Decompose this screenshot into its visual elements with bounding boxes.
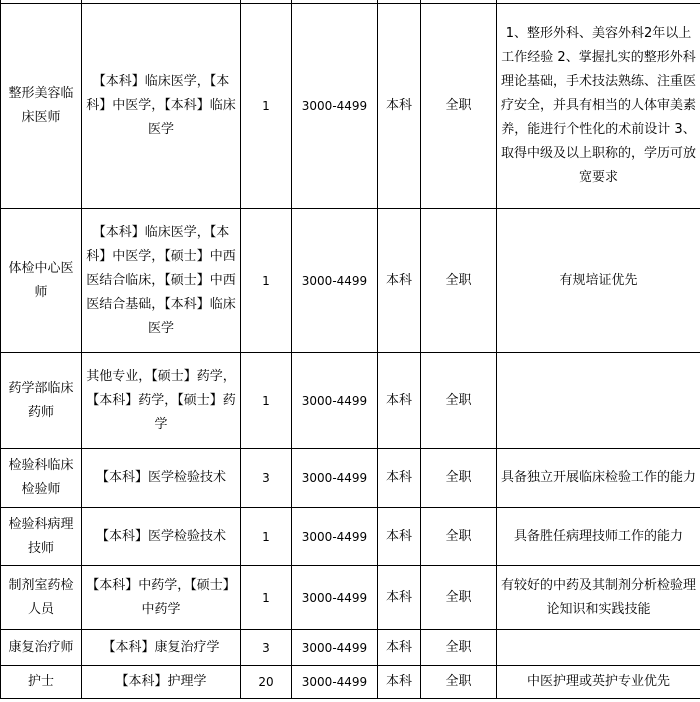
cell-position: 康复治疗师 xyxy=(1,630,82,666)
cell-count: 3 xyxy=(241,630,292,666)
cell-position: 检验科病理技师 xyxy=(1,508,82,566)
cell-salary: 3000-4499 xyxy=(292,666,378,699)
cell-education: 本科 xyxy=(378,508,421,566)
table-row xyxy=(1,508,700,566)
cell-major: 【本科】临床医学，【本科】中医学，【硕士】中西医结合临床，【硕士】中西医结合基础，【本科】临床医学 xyxy=(82,209,241,353)
cell-position: 体检中心医师 xyxy=(1,209,82,353)
cell-salary: 3000-4499 xyxy=(292,4,378,209)
cell-requirements: 有规培证优先 xyxy=(497,209,700,353)
cell-type: 全职 xyxy=(421,4,497,209)
cell-type: 全职 xyxy=(421,666,497,699)
table-row xyxy=(1,630,700,666)
cell-position: 药学部临床药师 xyxy=(1,353,82,449)
cell-education: 本科 xyxy=(378,209,421,353)
cell-count: 1 xyxy=(241,508,292,566)
cell-education: 本科 xyxy=(378,566,421,630)
cell-requirements: 具备独立开展临床检验工作的能力 xyxy=(497,449,700,508)
cell-count: 1 xyxy=(241,566,292,630)
cell-education: 本科 xyxy=(378,4,421,209)
cell-education: 本科 xyxy=(378,353,421,449)
cell-major: 其他专业，【硕士】药学，【本科】药学，【硕士】药学 xyxy=(82,353,241,449)
cell-requirements xyxy=(497,630,700,666)
cell-requirements: 有较好的中药及其制剂分析检验理论知识和实践技能 xyxy=(497,566,700,630)
cell-major: 【本科】医学检验技术 xyxy=(82,449,241,508)
cell-education: 本科 xyxy=(378,630,421,666)
cell-count: 1 xyxy=(241,353,292,449)
cell-count: 20 xyxy=(241,666,292,699)
cell-count: 1 xyxy=(241,209,292,353)
cell-type: 全职 xyxy=(421,209,497,353)
cell-salary: 3000-4499 xyxy=(292,630,378,666)
cell-count: 1 xyxy=(241,4,292,209)
cell-position: 整形美容临床医师 xyxy=(1,4,82,209)
cell-position: 制剂室药检人员 xyxy=(1,566,82,630)
table-row xyxy=(1,4,700,209)
cell-requirements: 中医护理或英护专业优先 xyxy=(497,666,700,699)
table-row xyxy=(1,353,700,449)
cell-salary: 3000-4499 xyxy=(292,566,378,630)
cell-type: 全职 xyxy=(421,630,497,666)
cell-requirements xyxy=(497,353,700,449)
cell-major: 【本科】临床医学，【本科】中医学，【本科】临床医学 xyxy=(82,4,241,209)
table-row xyxy=(1,209,700,353)
cell-type: 全职 xyxy=(421,449,497,508)
cell-major: 【本科】护理学 xyxy=(82,666,241,699)
cell-major: 【本科】医学检验技术 xyxy=(82,508,241,566)
table-row xyxy=(1,449,700,508)
table-row xyxy=(1,566,700,630)
cell-education: 本科 xyxy=(378,666,421,699)
cell-position: 检验科临床检验师 xyxy=(1,449,82,508)
cell-requirements: 具备胜任病理技师工作的能力 xyxy=(497,508,700,566)
cell-salary: 3000-4499 xyxy=(292,209,378,353)
cell-salary: 3000-4499 xyxy=(292,449,378,508)
cell-major: 【本科】中药学，【硕士】中药学 xyxy=(82,566,241,630)
cell-salary: 3000-4499 xyxy=(292,353,378,449)
cell-position: 护士 xyxy=(1,666,82,699)
cell-education: 本科 xyxy=(378,449,421,508)
cell-requirements: 1、整形外科、美容外科2年以上工作经验 2、掌握扎实的整形外科理论基础，手术技法熟练、注重医疗安全，并具有相当的人体审美素养，能进行个性化的术前设计 3、取得中级及以上职称的，学历可放宽要求 xyxy=(497,4,700,209)
cell-count: 3 xyxy=(241,449,292,508)
cell-salary: 3000-4499 xyxy=(292,508,378,566)
cell-major: 【本科】康复治疗学 xyxy=(82,630,241,666)
table-row xyxy=(1,666,700,699)
cell-type: 全职 xyxy=(421,566,497,630)
cell-type: 全职 xyxy=(421,508,497,566)
cell-type: 全职 xyxy=(421,353,497,449)
